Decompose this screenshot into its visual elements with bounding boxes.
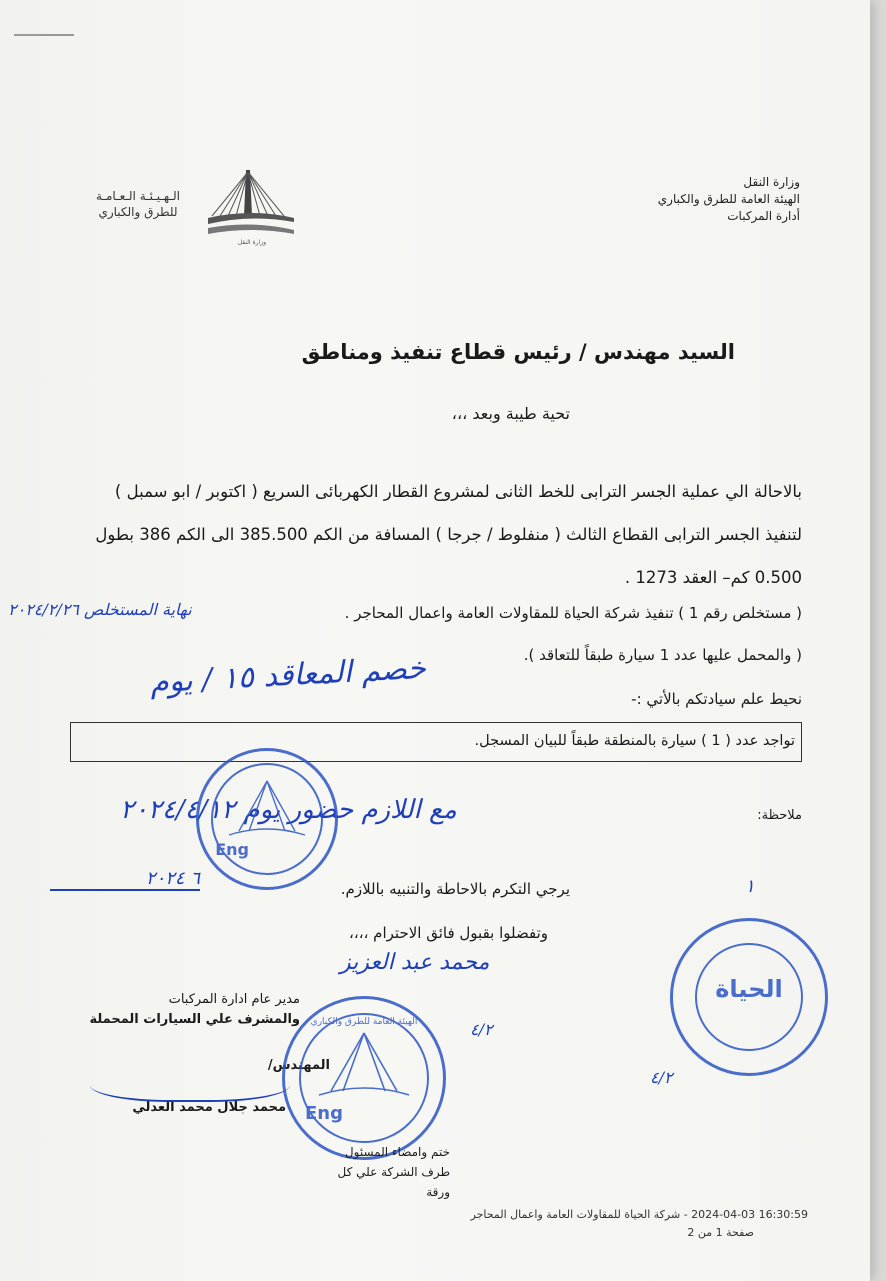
greeting: تحية طيبة وبعد ،،، <box>451 404 570 423</box>
eng-label: المهندس/ <box>267 1058 330 1073</box>
logo-line1: الـهـيـئـة الـعـامـة <box>96 189 180 203</box>
body-paragraph <box>42 470 802 599</box>
sig-left-date: ٢٠٢٤ <box>145 868 185 889</box>
engineer-name: محمد جلال محمد العدلي <box>132 1100 286 1115</box>
handwritten-note: مع اللازم حضور يوم ٢٠٢٤/٤/١٢ <box>120 795 457 825</box>
logo-line2: للطرق والكباري <box>98 205 178 219</box>
stamp-bridge-icon <box>199 751 335 887</box>
logo-text <box>78 188 198 220</box>
company-stamp <box>670 918 828 1076</box>
handwritten-initials-mid: ٤/٢ <box>470 1020 493 1039</box>
sig-left-digit: ٦ <box>190 868 200 889</box>
company-line-2: طرف الشركة علي كل <box>337 1165 450 1179</box>
handwritten-initials-right: ١ <box>745 876 755 897</box>
para-line-1: بالاحالة الي عملية الجسر الترابى للخط الثانى لمشروع القطار الكهربائى السريع ( اكتوبر / ابو سمبل ) <box>114 482 802 501</box>
handwritten-deduction: خصم المعاقد ١٥ / يوم <box>149 650 427 701</box>
authority-logo <box>78 166 298 246</box>
authority-name: الهيئة العامة للطرق والكباري <box>657 192 800 206</box>
footer-line <box>471 1208 808 1221</box>
notice-box: تواجد عدد ( 1 ) سيارة بالمنطقة طبقاً للبيان المسجل. <box>70 722 802 762</box>
company-line-3: ورقة <box>426 1185 450 1199</box>
svg-text:Eng: Eng <box>305 1103 343 1124</box>
company-stamp-text: الحياة <box>715 975 783 1003</box>
scratch-mark <box>14 34 74 36</box>
signature-scribble <box>90 1060 290 1102</box>
footer-timestamp: 2024-04-03 16:30:59 <box>691 1208 808 1221</box>
handwritten-receiver: محمد عبد العزيز <box>340 950 490 975</box>
svg-text:وزارة النقل: وزارة النقل <box>237 239 266 246</box>
sig-title-1: مدير عام ادارة المركبات <box>168 992 300 1007</box>
bridge-logo-icon <box>206 166 296 246</box>
authority-stamp-2 <box>282 996 446 1160</box>
ministry-name: وزارة النقل <box>743 175 800 189</box>
para-line-2: لتنفيذ الجسر الترابى القطاع الثالث ( منفلوط / جرجا ) المسافة من الكم 385.500 الى الكم 386 بطول <box>95 525 802 544</box>
footer-page: صفحة 1 من 2 <box>687 1226 754 1239</box>
company-responsibility <box>338 1142 450 1202</box>
addressee: السيد مهندس / رئيس قطاع تنفيذ ومناطق <box>301 340 735 364</box>
request-line: يرجي التكرم بالاحاطة والتنبيه باللازم. <box>340 880 570 898</box>
stamp-ring-text: الهيئة العامة للطرق والكباري <box>310 1017 418 1027</box>
company-line-1: ختم وامضاء المسئول <box>344 1145 450 1159</box>
handwritten-top-note: نهاية المستخلص ٢٠٢٤/٢/٢٦ <box>8 600 192 619</box>
authority-stamp-1 <box>196 748 338 890</box>
extract-line: ( مستخلص رقم 1 ) تنفيذ شركة الحياة للمقاولات العامة واعمال المحاجر . <box>344 604 802 622</box>
para-line-3: 0.500 كم– العقد 1273 . <box>624 568 802 587</box>
footer-company: - شركة الحياة للمقاولات العامة واعمال المحاجر <box>470 1208 688 1221</box>
header-text <box>620 174 800 225</box>
loaded-line: ( والمحمل عليها عدد 1 سيارة طبقاً للتعاقد ). <box>523 646 802 664</box>
note-label: ملاحظة: <box>757 808 802 823</box>
signature-block <box>89 990 300 1030</box>
closing-line: وتفضلوا بقبول فائق الاحترام ،،،، <box>349 924 548 942</box>
handwritten-sig-left <box>50 868 200 891</box>
department-name: أدارة المركبات <box>727 209 800 223</box>
notify-line: نحيط علم سيادتكم بالأتي :- <box>631 690 802 708</box>
sig-title-2: والمشرف علي السيارات المحملة <box>89 1012 300 1027</box>
svg-text:Eng: Eng <box>215 840 249 859</box>
handwritten-initials-lower: ٤/٢ <box>650 1068 673 1087</box>
